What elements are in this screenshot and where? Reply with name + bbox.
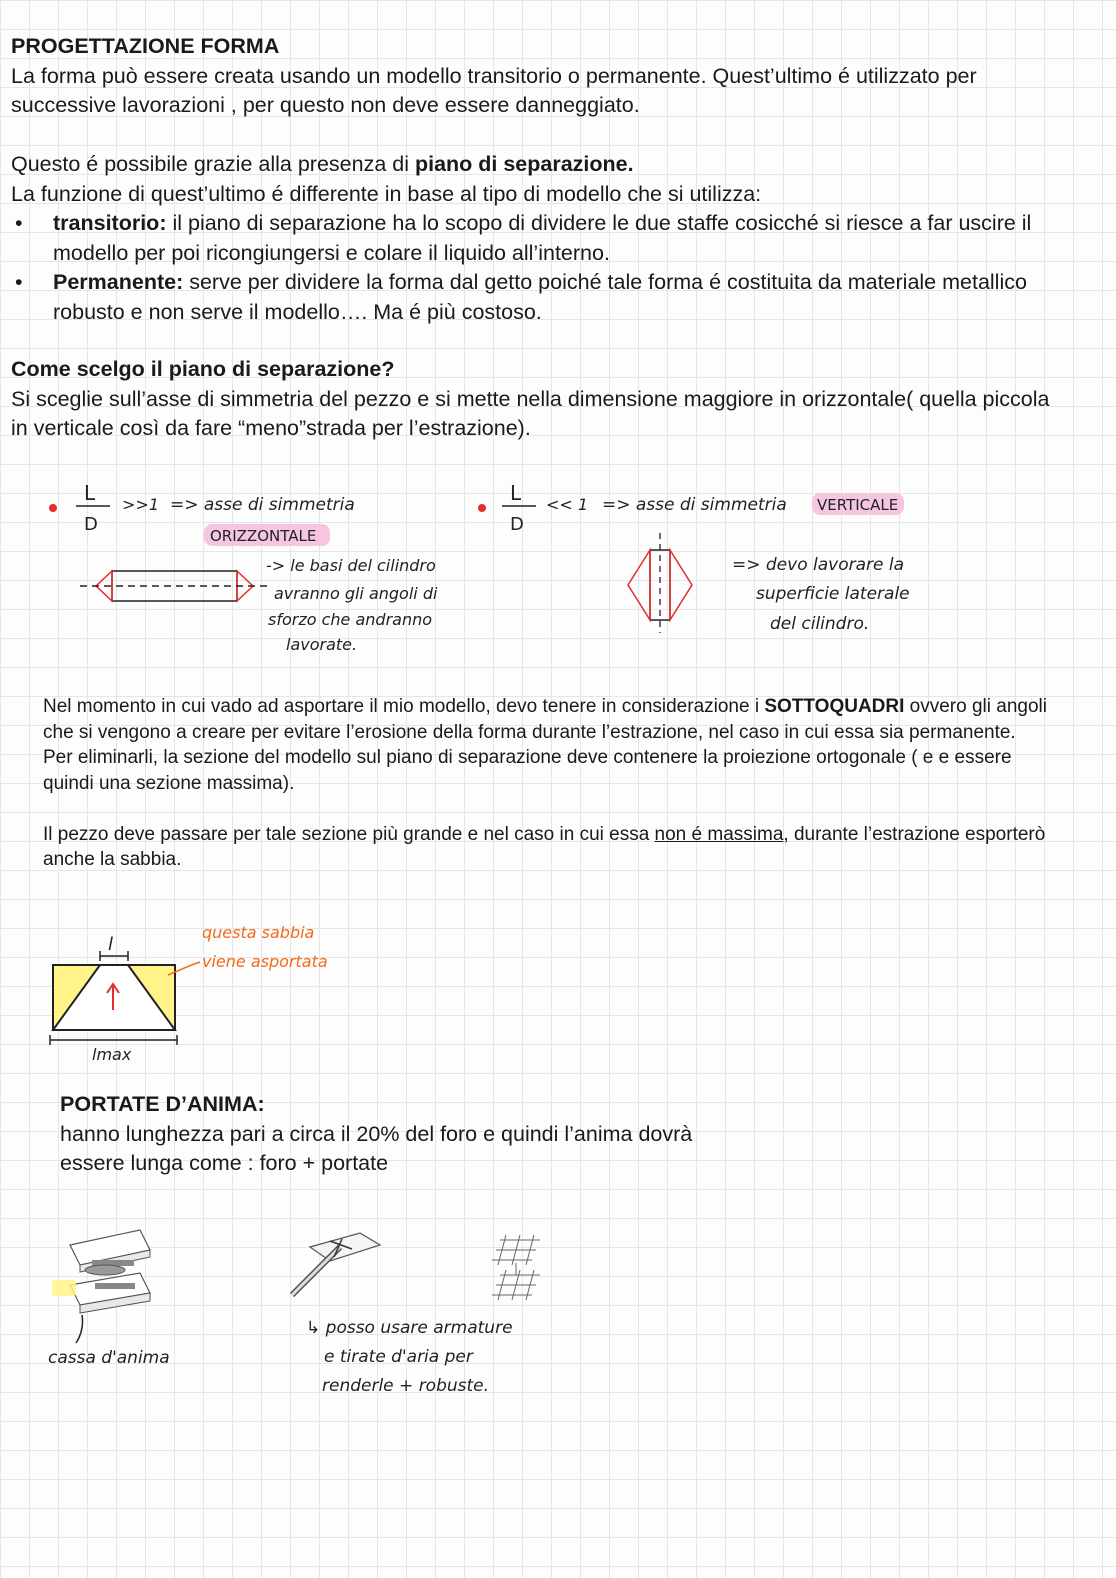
highlight-verticale: VERTICALE <box>817 496 899 514</box>
paragraph: Nel momento in cui vado ad asportare il mio modello, devo tenere in considerazione i SOTTOQUADRI ovvero gli angoli che si vengono a creare per evitare l’erosione della forma durante l’estrazione, nel caso in cui essa sia permanente. <box>43 696 1047 743</box>
section-2 <box>11 355 1051 444</box>
axis-note: => asse di simmetria <box>602 495 787 515</box>
sand-note-line: questa sabbia <box>202 923 315 942</box>
armature-note-line: e tirate d'aria per <box>324 1347 473 1367</box>
axis-note: => asse di simmetria <box>170 495 355 515</box>
top-width-label: l <box>108 934 114 955</box>
armature-note-line: renderle + robuste. <box>322 1376 490 1396</box>
note-line: avranno gli angoli di <box>274 584 438 603</box>
bullet-icon: • <box>15 211 23 235</box>
note-line: -> le basi del cilindro <box>266 556 436 575</box>
sketch-vertical-axis <box>470 478 970 668</box>
list-item: • transitorio: il piano di separazione ha lo scopo di dividere le due staffe cosicché si riesce a far uscire il modello per poi ricongiungersi e colare il liquido all’interno. <box>15 211 1032 265</box>
sketch-sand-removal <box>40 920 370 1070</box>
note-line: lavorate. <box>286 635 358 654</box>
mold-drawing <box>50 951 200 1045</box>
grid-armature-icon <box>492 1235 540 1300</box>
paragraph: Il pezzo deve passare per tale sezione più grande e nel caso in cui essa non é massima, durante l’estrazione esporterò anche la sabbia. <box>43 823 1046 870</box>
fraction-numerator: L <box>84 481 96 505</box>
paragraph: La funzione di quest’ultimo é differente in base al tipo di modello che si utilizza: <box>11 181 762 206</box>
paragraph: essere lunga come : foro + portate <box>60 1151 389 1175</box>
section-4 <box>60 1090 960 1179</box>
core-box-label: cassa d'anima <box>48 1348 170 1368</box>
note-line: superficie laterale <box>756 584 910 604</box>
section-3 <box>43 694 1053 873</box>
max-width-label: lmax <box>92 1045 132 1064</box>
paragraph: Per eliminarli, la sezione del modello sul piano di separazione deve contenere la proiezione ortogonale ( e e essere quindi una sezione massima). <box>43 747 1012 794</box>
armature-note-line: ↳ posso usare armature <box>306 1318 513 1338</box>
note-line: sforzo che andranno <box>268 610 433 629</box>
list-item: • Permanente: serve per dividere la forma dal getto poiché tale forma é costituita da materiale metallico robusto e non serve il modello…. Ma é più costoso. <box>15 270 1027 324</box>
section-title: PORTATE D’ANIMA: <box>60 1092 265 1116</box>
paragraph: La forma può essere creata usando un modello transitorio o permanente. Quest’ultimo é utilizzato per successive lavorazioni , per questo non deve essere danneggiato. <box>11 63 977 117</box>
section-1 <box>11 32 1051 327</box>
paragraph: Questo é possibile grazie alla presenza di piano di separazione. <box>11 152 634 176</box>
paragraph: Si sceglie sull’asse di simmetria del pezzo e si mette nella dimensione maggiore in orizzontale( quella piccola in verticale così da fare “meno”strada per l’estrazione). <box>11 386 1050 440</box>
cylinder-drawing <box>80 571 270 601</box>
note-line: del cilindro. <box>770 614 870 634</box>
relation: >>1 <box>122 495 159 514</box>
bullet-icon: • <box>15 270 23 294</box>
note-line: => devo lavorare la <box>732 555 905 575</box>
sand-note-line: viene asportata <box>202 952 328 971</box>
fraction-numerator: L <box>510 481 522 505</box>
highlight-orizzontale: ORIZZONTALE <box>210 527 317 545</box>
sketch-core-box <box>40 1215 580 1405</box>
red-bullet-icon <box>478 504 486 512</box>
section-title: Come scelgo il piano di separazione? <box>11 357 395 381</box>
page-title: PROGETTAZIONE FORMA <box>11 34 280 58</box>
paragraph: hanno lunghezza pari a circa il 20% del foro e quindi l’anima dovrà <box>60 1121 693 1146</box>
cylinder-drawing <box>628 533 692 633</box>
fraction-denominator: D <box>84 514 98 535</box>
red-bullet-icon <box>49 504 57 512</box>
core-box-drawing <box>52 1230 150 1343</box>
relation: << 1 <box>546 495 589 514</box>
fraction-denominator: D <box>510 514 524 535</box>
sketch-horizontal-axis <box>40 478 480 668</box>
armature-drawing <box>292 1233 380 1295</box>
